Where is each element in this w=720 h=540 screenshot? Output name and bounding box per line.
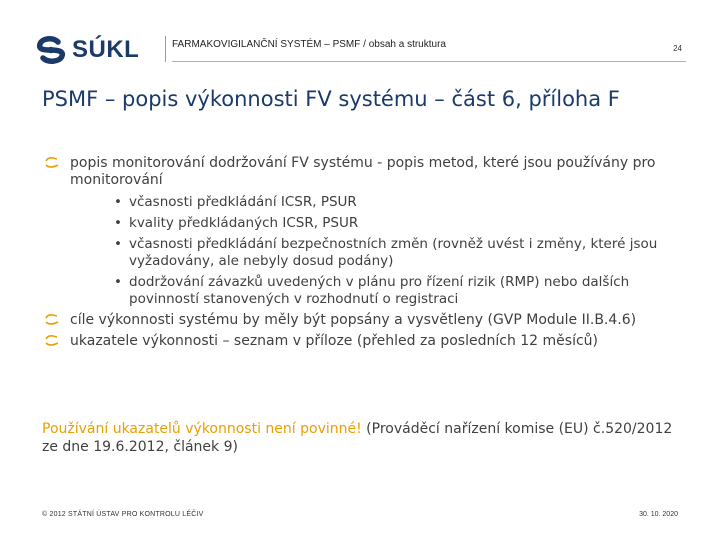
list-item-text: cíle výkonnosti systému by měly být popsány a vysvětleny (GVP Module II.B.4.6) — [70, 312, 637, 328]
sub-list-item — [114, 215, 694, 232]
header-rule — [172, 61, 686, 62]
slide-content — [44, 155, 694, 354]
sub-item-text: včasnosti předkládání ICSR, PSUR — [129, 194, 357, 210]
header-divider — [165, 36, 166, 62]
list-item-text: popis monitorování dodržování FV systému - popis metod, které jsou používány pro monitorování — [70, 155, 656, 188]
note-text: (Prováděcí nařízení komise (EU) č.520/2012 ze dne 19.6.2012, článek 9) — [42, 421, 673, 455]
list-item — [44, 312, 694, 329]
list-item-text: ukazatele výkonnosti – seznam v příloze (přehled za posledních 12 měsíců) — [70, 333, 599, 349]
sub-list — [114, 194, 694, 308]
header-section-title: FARMAKOVIGILANČNÍ SYSTÉM – PSMF / obsah a struktura — [172, 39, 446, 50]
logo — [36, 34, 139, 66]
curved-arrow-bullet-icon — [44, 334, 60, 348]
slide-title: PSMF – popis výkonnosti FV systému – část 6, příloha F — [42, 87, 620, 111]
footer-copyright: © 2012 STÁTNÍ ÚSTAV PRO KONTROLU LÉČIV — [42, 511, 204, 518]
dot-bullet-icon: • — [114, 215, 122, 231]
sub-item-text: kvality předkládaných ICSR, PSUR — [129, 215, 359, 231]
note-highlight: Používání ukazatelů výkonnosti není povinné! — [42, 421, 362, 437]
sub-item-text: dodržování závazků uvedených v plánu pro řízení rizik (RMP) nebo dalších povinností stanovených v rozhodnutí o registraci — [129, 274, 630, 307]
list-item — [44, 155, 694, 189]
logo-text: SÚKL — [72, 36, 140, 63]
dot-bullet-icon: • — [114, 274, 122, 290]
dot-bullet-icon: • — [114, 236, 122, 252]
page-number: 24 — [673, 44, 682, 53]
sukl-logo-icon — [36, 35, 66, 65]
sub-list-item — [114, 274, 694, 308]
list-item — [44, 333, 694, 350]
dot-bullet-icon: • — [114, 194, 122, 210]
footer-date: 30. 10. 2020 — [639, 511, 678, 518]
note-paragraph — [42, 420, 692, 456]
curved-arrow-bullet-icon — [44, 313, 60, 327]
curved-arrow-bullet-icon — [44, 156, 60, 170]
sub-list-item — [114, 236, 694, 270]
sub-list-item — [114, 194, 694, 211]
sub-item-text: včasnosti předkládání bezpečnostních změn (rovněž uvést i změny, které jsou vyžadovány, ale nebyly dosud podány) — [129, 236, 658, 269]
